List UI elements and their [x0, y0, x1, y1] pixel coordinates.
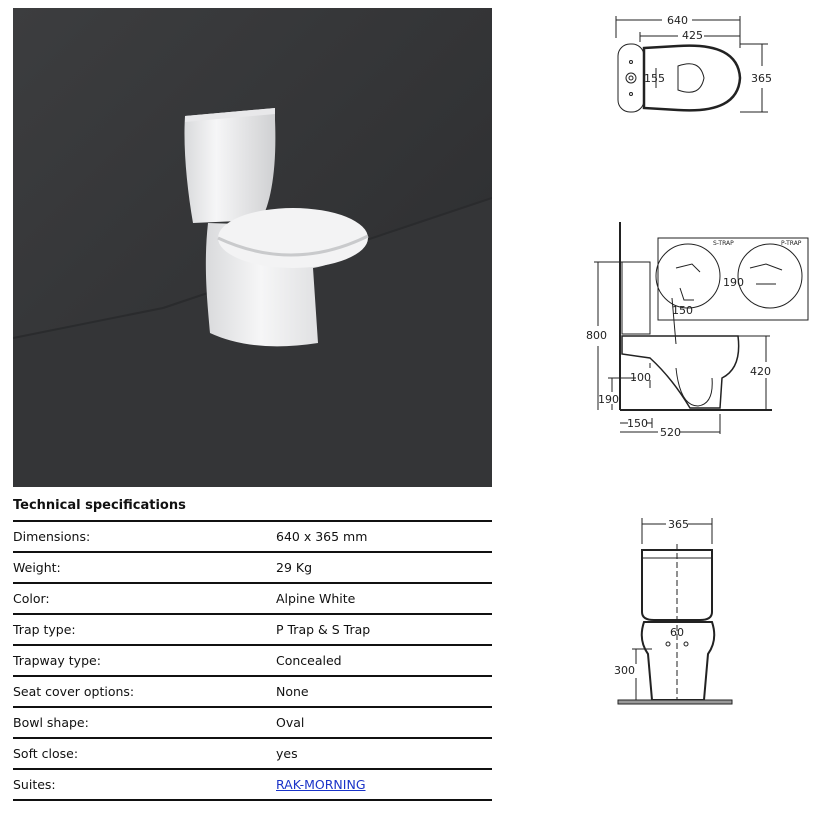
side-view-drawing — [580, 218, 816, 440]
spec-row — [13, 614, 492, 645]
dim-side-depth: 520 — [660, 426, 681, 439]
spec-label: Trap type: — [13, 614, 276, 645]
product-photo — [13, 8, 492, 487]
spec-value: 640 x 365 mm — [276, 521, 492, 552]
spec-value: None — [276, 676, 492, 707]
dim-side-offset: 150 — [627, 417, 648, 430]
spec-label: Seat cover options: — [13, 676, 276, 707]
spec-row — [13, 521, 492, 552]
dim-side-height: 800 — [586, 329, 607, 342]
dim-front-width: 365 — [668, 518, 689, 531]
spec-label: Suites: — [13, 769, 276, 800]
inset-s-trap-label: S-TRAP — [713, 240, 734, 247]
spec-value: P Trap & S Trap — [276, 614, 492, 645]
dim-side-floor-outlet: 190 — [598, 393, 619, 406]
spec-row — [13, 676, 492, 707]
spec-row — [13, 707, 492, 738]
top-view-drawing — [600, 8, 790, 118]
dim-inset-190: 190 — [723, 276, 744, 289]
spec-row — [13, 552, 492, 583]
dim-front-fixing: 60 — [670, 626, 684, 639]
inset-p-trap-label: P-TRAP — [781, 240, 802, 247]
spec-label: Color: — [13, 583, 276, 614]
spec-label: Soft close: — [13, 738, 276, 769]
spec-row — [13, 769, 492, 800]
dim-top-seatfix: 155 — [644, 72, 665, 85]
spec-value: Concealed — [276, 645, 492, 676]
spec-value — [276, 769, 492, 800]
spec-label: Dimensions: — [13, 521, 276, 552]
dim-top-bowl: 425 — [682, 29, 703, 42]
dim-top-overall: 640 — [667, 14, 688, 27]
spec-table — [13, 520, 492, 801]
suite-link[interactable]: RAK-MORNING — [276, 777, 366, 792]
spec-row — [13, 645, 492, 676]
spec-value: yes — [276, 738, 492, 769]
spec-label: Weight: — [13, 552, 276, 583]
spec-value: Oval — [276, 707, 492, 738]
spec-title: Technical specifications — [13, 498, 186, 513]
dim-inset-150: 150 — [672, 304, 693, 317]
front-view-drawing — [608, 514, 748, 708]
spec-row — [13, 583, 492, 614]
spec-value: 29 Kg — [276, 552, 492, 583]
dim-side-wall-outlet: 100 — [630, 371, 651, 384]
spec-value: Alpine White — [276, 583, 492, 614]
dim-side-seat-height: 420 — [750, 365, 771, 378]
spec-label: Bowl shape: — [13, 707, 276, 738]
spec-label: Trapway type: — [13, 645, 276, 676]
dim-top-width: 365 — [751, 72, 772, 85]
dim-front-fixing-height: 300 — [614, 664, 635, 677]
spec-row — [13, 738, 492, 769]
